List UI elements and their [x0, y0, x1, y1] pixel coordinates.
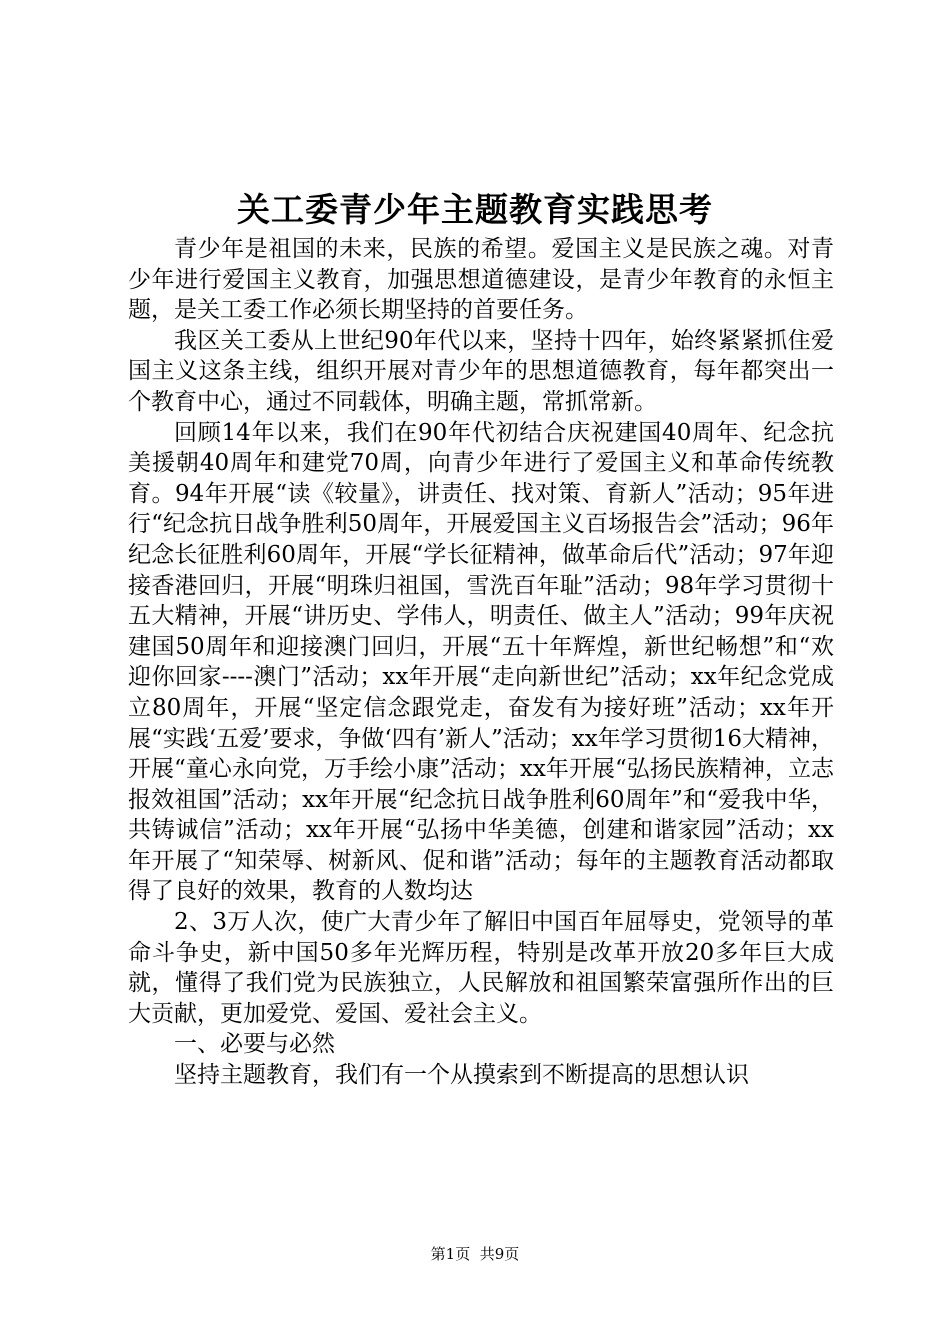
- document-body: [128, 234, 834, 1091]
- paragraph-results: 2、3万人次，使广大青少年了解旧中国百年屈辱史，党领导的革命斗争史，新中国50多年光辉历程，特别是改革开放20多年巨大成就，懂得了我们党为民族独立，人民解放和祖国繁荣富强所作出的巨大贡献，更加爱党、爱国、爱社会主义。: [128, 909, 834, 1027]
- paragraph-review: 回顾14年以来，我们在90年代初结合庆祝建国40周年、纪念抗美援朝40周年和建党70周，向青少年进行了爱国主义和革命传统教育。94年开展“读《较量》，讲责任、找对策、育新人”活动；95年进行“纪念抗日战争胜利50周年，开展爱国主义百场报告会”活动；96年纪念长征胜利60周年，开展“学长征精神，做革命后代”活动；97年迎接香港回归，开展“明珠归祖国，雪洗百年耻”活动；98年学习贯彻十五大精神，开展“讲历史、学伟人，明责任、做主人”活动；99年庆祝建国50周年和迎接澳门回归，开展“五十年辉煌，新世纪畅想”和“欢迎你回家----澳门”活动；xx年开展“走向新世纪”活动；xx年纪念党成立80周年，开展“坚定信念跟党走，奋发有为接好班”活动；xx年开展“实践‘五爱’要求，争做‘四有’新人”活动；xx年学习贯彻16大精神，开展“童心永向党，万手绘小康”活动；xx年开展“弘扬民族精神，立志报效祖国”活动；xx年开展“纪念抗日战争胜利60周年”和“爱我中华，共铸诚信”活动；xx年开展“弘扬中华美德，创建和谐家园”活动；xx年开展了“知荣辱、树新风、促和谐”活动；每年的主题教育活动都取得了良好的效果，教育的人数均达: [128, 419, 834, 905]
- document-title: 关工委青少年主题教育实践思考: [237, 190, 713, 229]
- page-number: 第1页: [430, 1245, 471, 1263]
- paragraph-intro: 青少年是祖国的未来，民族的希望。爱国主义是民族之魂。对青少年进行爱国主义教育，加强思想道德建设，是青少年教育的永恒主题，是关工委工作必须长期坚持的首要任务。: [128, 236, 834, 324]
- footer-separator: [470, 1245, 480, 1263]
- section-heading: 一、必要与必然: [174, 1031, 335, 1058]
- page-footer: [0, 1242, 950, 1266]
- page-total: 共9页: [479, 1245, 520, 1263]
- paragraph-history: 我区关工委从上世纪90年代以来，坚持十四年，始终紧紧抓住爱国主义这条主线，组织开展对青少年的思想道德教育，每年都突出一个教育中心，通过不同载体，明确主题，常抓常新。: [128, 327, 834, 415]
- paragraph-section-start: 坚持主题教育，我们有一个从摸索到不断提高的思想认识: [174, 1062, 749, 1089]
